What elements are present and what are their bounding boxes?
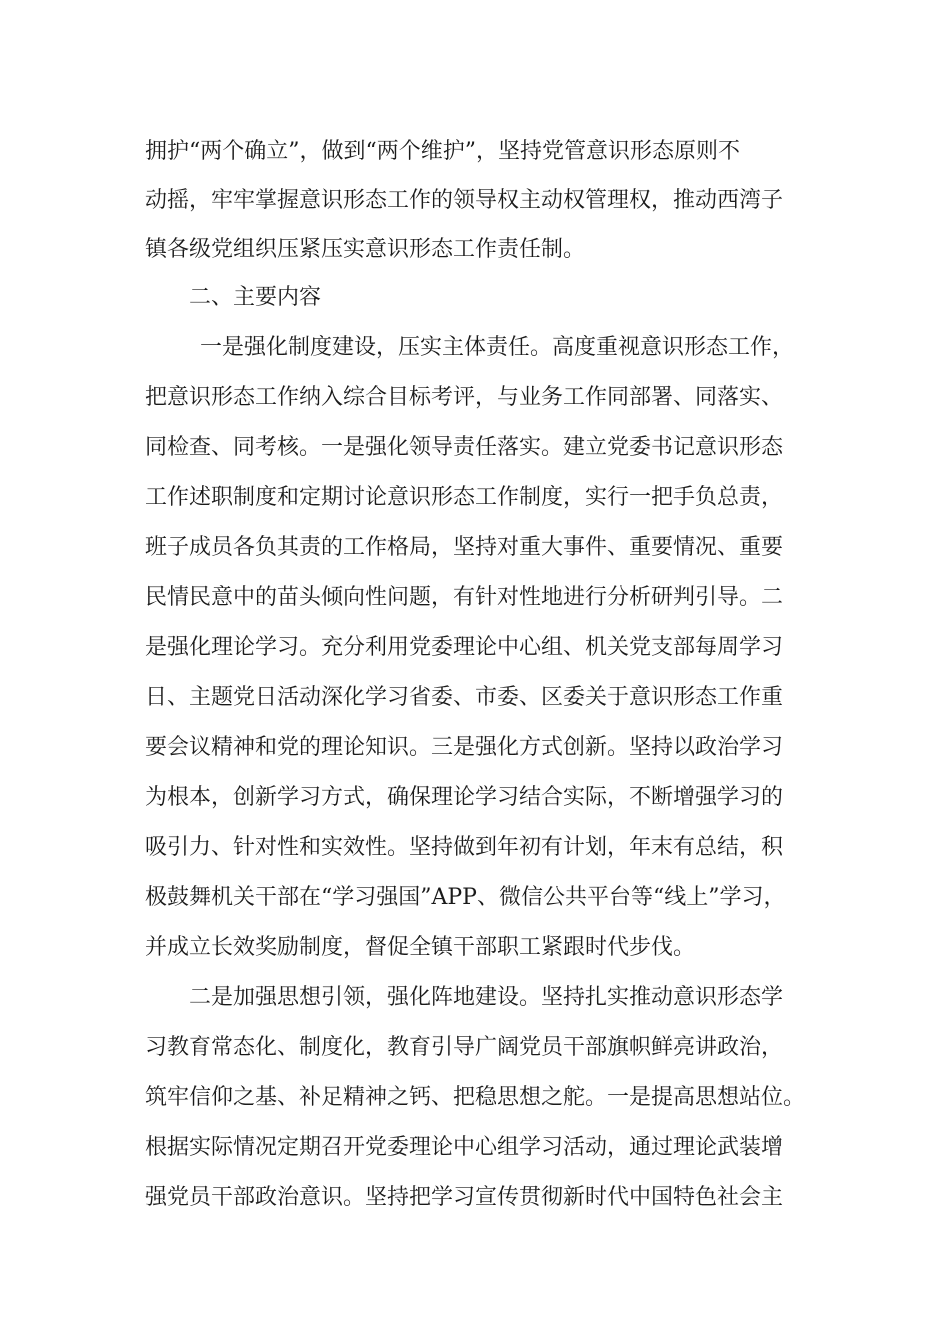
text-line: 镇各级党组织压紧压实意识形态工作责任制。 [145,237,586,262]
text-line: 把意识形态工作纳入综合目标考评，与业务工作同部署、同落实、 [145,385,784,410]
text-line: 工作述职制度和定期讨论意识形态工作制度，实行一把手负总责， [145,485,784,510]
text-line: 习教育常态化、制度化，教育引导广阔党员干部旗帜鲜亮讲政治， [145,1035,784,1060]
text-line: 强党员干部政治意识。坚持把学习宣传贯彻新时代中国特色社会主 [145,1185,784,1210]
text-line: 极鼓舞机关干部在“学习强国”APP、微信公共平台等“线上”学习， [145,885,786,910]
paragraph-first-line: 二是加强思想引领，强化阵地建设。坚持扎实推动意识形态学 [189,985,784,1010]
section-heading: 二、主要内容 [189,285,322,310]
text-line: 筑牢信仰之基、补足精神之钙、把稳思想之舵。一是提高思想站位。 [145,1085,806,1110]
text-line: 为根本，创新学习方式，确保理论学习结合实际，不断增强学习的 [145,785,784,810]
paragraph-first-line: 一是强化制度建设，压实主体责任。高度重视意识形态工作， [200,335,795,360]
text-line: 民情民意中的苗头倾向性问题，有针对性地进行分析研判引导。二 [145,585,784,610]
text-line: 班子成员各负其责的工作格局，坚持对重大事件、重要情况、重要 [145,535,784,560]
text-line: 吸引力、针对性和实效性。坚持做到年初有计划，年末有总结，积 [145,835,784,860]
text-line: 根据实际情况定期召开党委理论中心组学习活动，通过理论武装增 [145,1135,784,1160]
text-line: 要会议精神和党的理论知识。三是强化方式创新。坚持以政治学习 [145,735,784,760]
text-line: 动摇，牢牢掌握意识形态工作的领导权主动权管理权，推动西湾子 [145,188,784,213]
text-line: 同检查、同考核。一是强化领导责任落实。建立党委书记意识形态 [145,435,784,460]
text-line: 拥护“两个确立”，做到“两个维护”，坚持党管意识形态原则不 [145,139,740,164]
text-line: 是强化理论学习。充分利用党委理论中心组、机关党支部每周学习 [145,635,784,660]
text-line: 并成立长效奖励制度，督促全镇干部职工紧跟时代步伐。 [145,935,696,960]
text-line: 日、主题党日活动深化学习省委、市委、区委关于意识形态工作重 [145,685,784,710]
